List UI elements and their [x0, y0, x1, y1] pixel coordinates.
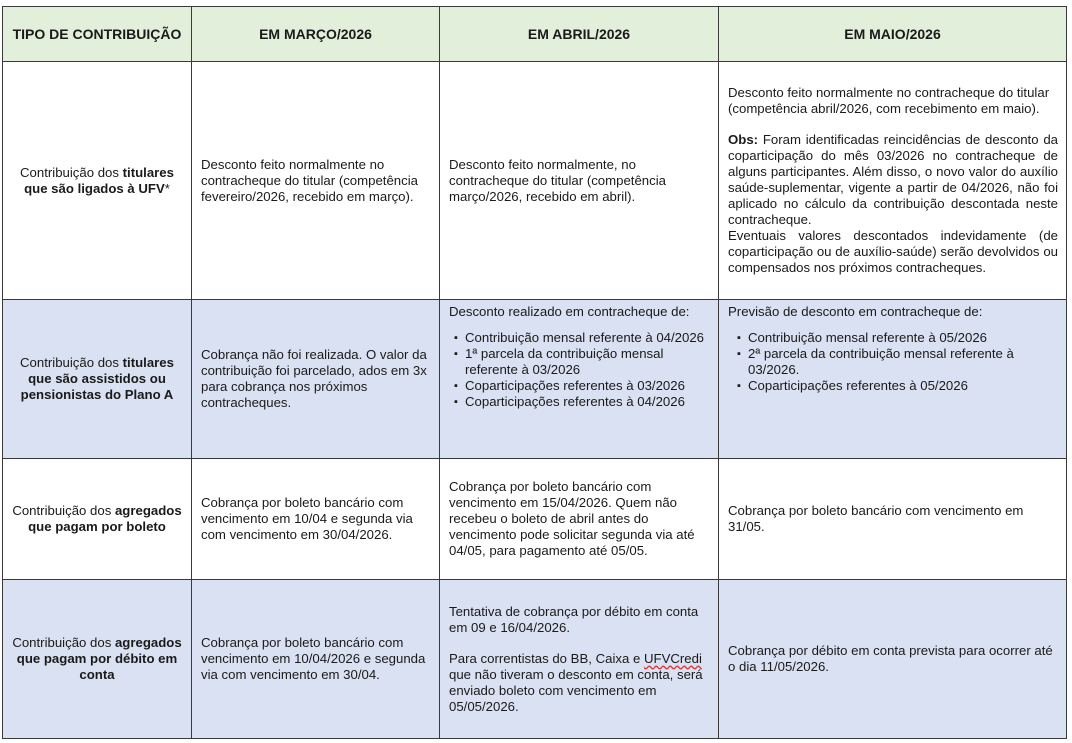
type-bold-text: agregados que pagam por débito em conta — [16, 635, 182, 682]
row-type-cell — [3, 459, 192, 580]
may-intro: Previsão de desconto em contracheque de: — [728, 304, 983, 319]
march-cell: Cobrança por boleto bancário com vencimento em 10/04 e segunda via com vencimento em 30/04/2026. — [192, 459, 440, 580]
april-cell: Desconto feito normalmente, no contracheque do titular (competência março/2026, recebido em abril). — [440, 62, 719, 300]
may-refund-paragraph: Eventuais valores descontados indevidamente (de coparticipação ou de auxílio-saúde) serão devolvidos ou compensados nos próximos contracheques. — [728, 228, 1058, 275]
type-bold-text: titulares que são ligados à UFV — [24, 164, 174, 196]
type-text: Contribuição dos — [12, 503, 115, 518]
obs-label: Obs: — [728, 132, 759, 147]
may-paragraph: Desconto feito normalmente no contracheque do titular (competência abril/2026, com recebimento em maio). — [728, 85, 1050, 116]
row-type-cell — [3, 300, 192, 459]
type-bold-text: agregados que pagam por boleto — [28, 503, 182, 534]
april-bank-paragraph — [449, 651, 710, 715]
table-row — [3, 459, 1067, 580]
header-april: EM ABRIL/2026 — [440, 7, 719, 62]
type-text: Contribuição dos — [20, 164, 123, 180]
list-item: ▪ Coparticipações referentes à 05/2026 — [748, 378, 1058, 394]
obs-text: Foram identificadas reincidências de desconto da coparticipação do mês 03/2026 no contracheque de alguns participantes. Além disso, o novo valor do auxílio saúde-suplementar, vigente a partir de 04/2026, não foi aplicado no cálculo da contribuição descontada neste contracheque. — [728, 132, 1058, 227]
march-cell: Cobrança por boleto bancário com vencimento em 10/04/2026 e segunda via com vencimento em 30/04. — [192, 580, 440, 739]
table-row — [3, 62, 1067, 300]
row-type-cell — [3, 580, 192, 739]
table-row — [3, 580, 1067, 739]
may-cell: Cobrança por débito em conta prevista para ocorrer até o dia 11/05/2026. — [719, 580, 1067, 739]
list-item: ▪ Coparticipações referentes à 03/2026 — [465, 378, 710, 394]
type-text: Contribuição dos — [20, 355, 123, 370]
contribution-table — [2, 6, 1067, 739]
bank-text: Para correntistas do BB, Caixa e — [449, 650, 644, 666]
list-item: ▪ Contribuição mensal referente à 04/2026 — [465, 330, 710, 346]
may-list — [728, 330, 1058, 394]
type-bold-text: titulares que são assistidos ou pensionistas do Plano A — [20, 355, 174, 402]
header-may: EM MAIO/2026 — [719, 7, 1067, 62]
type-text: Contribuição dos — [12, 635, 115, 650]
type-suffix: * — [164, 180, 170, 196]
list-item: ▪ 1ª parcela da contribuição mensal referente à 03/2026 — [465, 346, 710, 378]
bank-text-end: que não tiveram o desconto em conta, será enviado boleto com vencimento em 05/05/2026. — [449, 666, 703, 714]
list-item: ▪ Contribuição mensal referente à 05/2026 — [748, 330, 1058, 346]
list-item: ▪ Coparticipações referentes à 04/2026 — [465, 394, 710, 410]
list-item: ▪ 2ª parcela da contribuição mensal referente à 03/2026. — [748, 346, 1058, 378]
ufvcredi-word: UFVCredi — [643, 650, 702, 666]
may-cell — [719, 62, 1067, 300]
april-list — [449, 330, 710, 410]
march-cell: Cobrança não foi realizada. O valor da contribuição foi parcelado, ados em 3x para cobrança nos próximos contracheques. — [192, 300, 440, 459]
may-obs-paragraph — [728, 132, 1058, 228]
row-type-cell — [3, 62, 192, 300]
april-cell — [440, 580, 719, 739]
april-cell — [440, 300, 719, 459]
header-march: EM MARÇO/2026 — [192, 7, 440, 62]
march-cell: Desconto feito normalmente no contracheque do titular (competência fevereiro/2026, recebido em março). — [192, 62, 440, 300]
header-type: TIPO DE CONTRIBUIÇÃO — [3, 7, 192, 62]
header-row — [3, 7, 1067, 62]
april-intro: Desconto realizado em contracheque de: — [449, 304, 690, 319]
april-cell: Cobrança por boleto bancário com vencimento em 15/04/2026. Quem não recebeu o boleto de abril antes do vencimento pode solicitar segunda via até 04/05, para pagamento até 05/05. — [440, 459, 719, 580]
may-cell: Cobrança por boleto bancário com vencimento em 31/05. — [719, 459, 1067, 580]
table-row — [3, 300, 1067, 459]
may-cell — [719, 300, 1067, 459]
april-paragraph: Tentativa de cobrança por débito em conta em 09 e 16/04/2026. — [449, 603, 699, 635]
